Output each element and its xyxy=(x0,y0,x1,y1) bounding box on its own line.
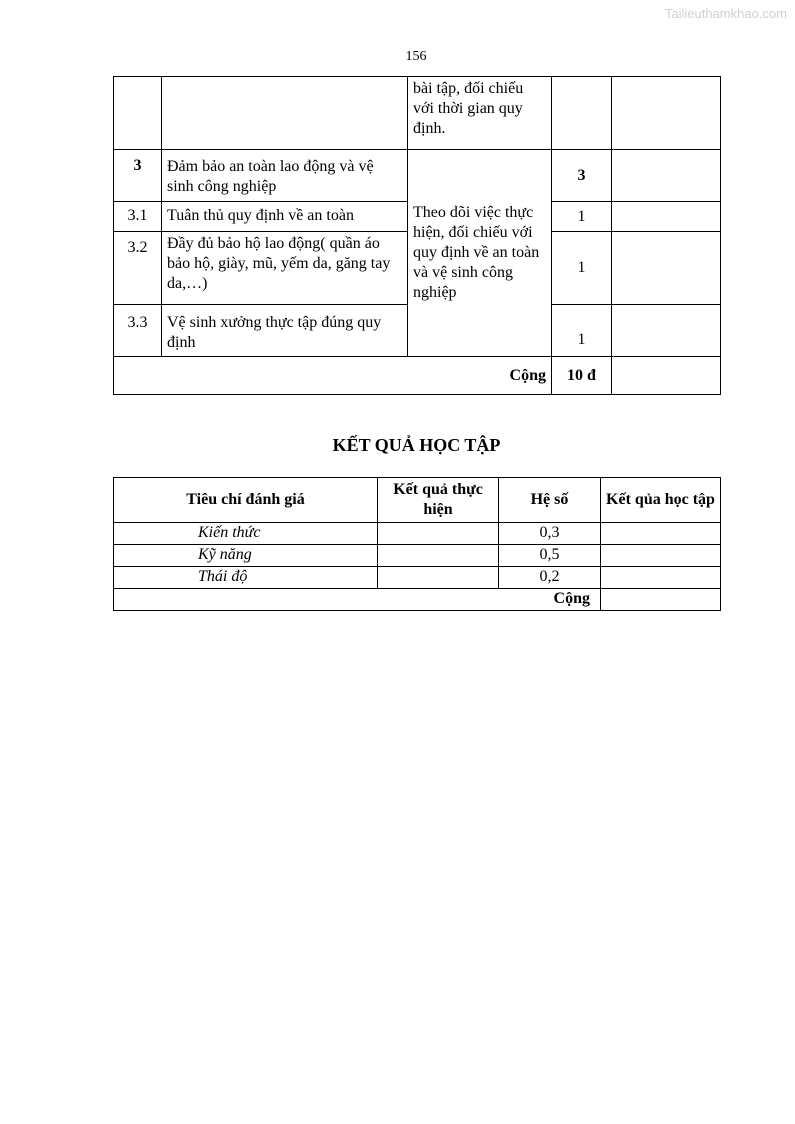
cell-empty xyxy=(114,77,162,150)
table-row xyxy=(114,150,721,202)
cell-empty xyxy=(612,77,721,150)
header-result: Kết quả thực hiện xyxy=(378,478,499,523)
cell-empty xyxy=(612,305,721,357)
group-number: 3 xyxy=(114,150,162,202)
item-score: 1 xyxy=(552,232,612,305)
result-cell xyxy=(378,545,499,567)
criteria-label: Kỹ năng xyxy=(114,545,378,567)
item-number: 3.1 xyxy=(114,202,162,232)
carry-over-method: bài tập, đối chiếu với thời gian quy định. xyxy=(408,77,552,150)
final-cell xyxy=(601,567,721,589)
table-row xyxy=(114,77,721,150)
final-cell xyxy=(601,523,721,545)
evaluation-method: Theo dõi việc thực hiện, đối chiếu với quy định về an toàn và vệ sinh công nghiệp xyxy=(408,150,552,357)
item-score: 1 xyxy=(552,202,612,232)
table-header-row xyxy=(114,478,721,523)
assessment-criteria-table xyxy=(113,76,721,395)
cell-empty xyxy=(612,232,721,305)
criteria-label: Thái độ xyxy=(114,567,378,589)
table-row xyxy=(114,545,721,567)
result-cell xyxy=(378,567,499,589)
table-row xyxy=(114,589,721,611)
page-number: 156 xyxy=(405,49,427,64)
group-title: Đảm bảo an toàn lao động và vệ sinh công nghiệp xyxy=(162,150,408,202)
final-cell xyxy=(601,545,721,567)
coefficient-value: 0,3 xyxy=(499,523,601,545)
item-title: Đầy đủ bảo hộ lao động( quần áo bảo hộ, giày, mũ, yếm da, găng tay da,…) xyxy=(162,232,408,305)
total-label: Cộng xyxy=(114,357,552,395)
item-score: 1 xyxy=(552,305,612,357)
item-title: Tuân thủ quy định về an toàn xyxy=(162,202,408,232)
result-cell xyxy=(378,523,499,545)
cell-empty xyxy=(162,77,408,150)
header-criteria: Tiêu chí đánh giá xyxy=(114,478,378,523)
criteria-label: Kiến thức xyxy=(114,523,378,545)
final-total-cell xyxy=(601,589,721,611)
coefficient-value: 0,5 xyxy=(499,545,601,567)
section-title: KẾT QUẢ HỌC TẬP xyxy=(332,435,501,455)
cell-empty xyxy=(612,202,721,232)
table-row xyxy=(114,523,721,545)
watermark-text: Tailieuthamkhao.com xyxy=(664,6,787,21)
table-row xyxy=(114,567,721,589)
item-number: 3.3 xyxy=(114,305,162,357)
cell-empty xyxy=(552,77,612,150)
item-number: 3.2 xyxy=(114,232,162,305)
header-coefficient: Hệ số xyxy=(499,478,601,523)
cell-empty xyxy=(612,150,721,202)
total-value: 10 đ xyxy=(552,357,612,395)
group-score: 3 xyxy=(552,150,612,202)
table-row xyxy=(114,357,721,395)
item-title: Vệ sinh xưởng thực tập đúng quy định xyxy=(162,305,408,357)
coefficient-value: 0,2 xyxy=(499,567,601,589)
results-table xyxy=(113,477,721,611)
header-final-result: Kết qủa học tập xyxy=(601,478,721,523)
total-label: Cộng xyxy=(114,589,601,611)
cell-empty xyxy=(612,357,721,395)
